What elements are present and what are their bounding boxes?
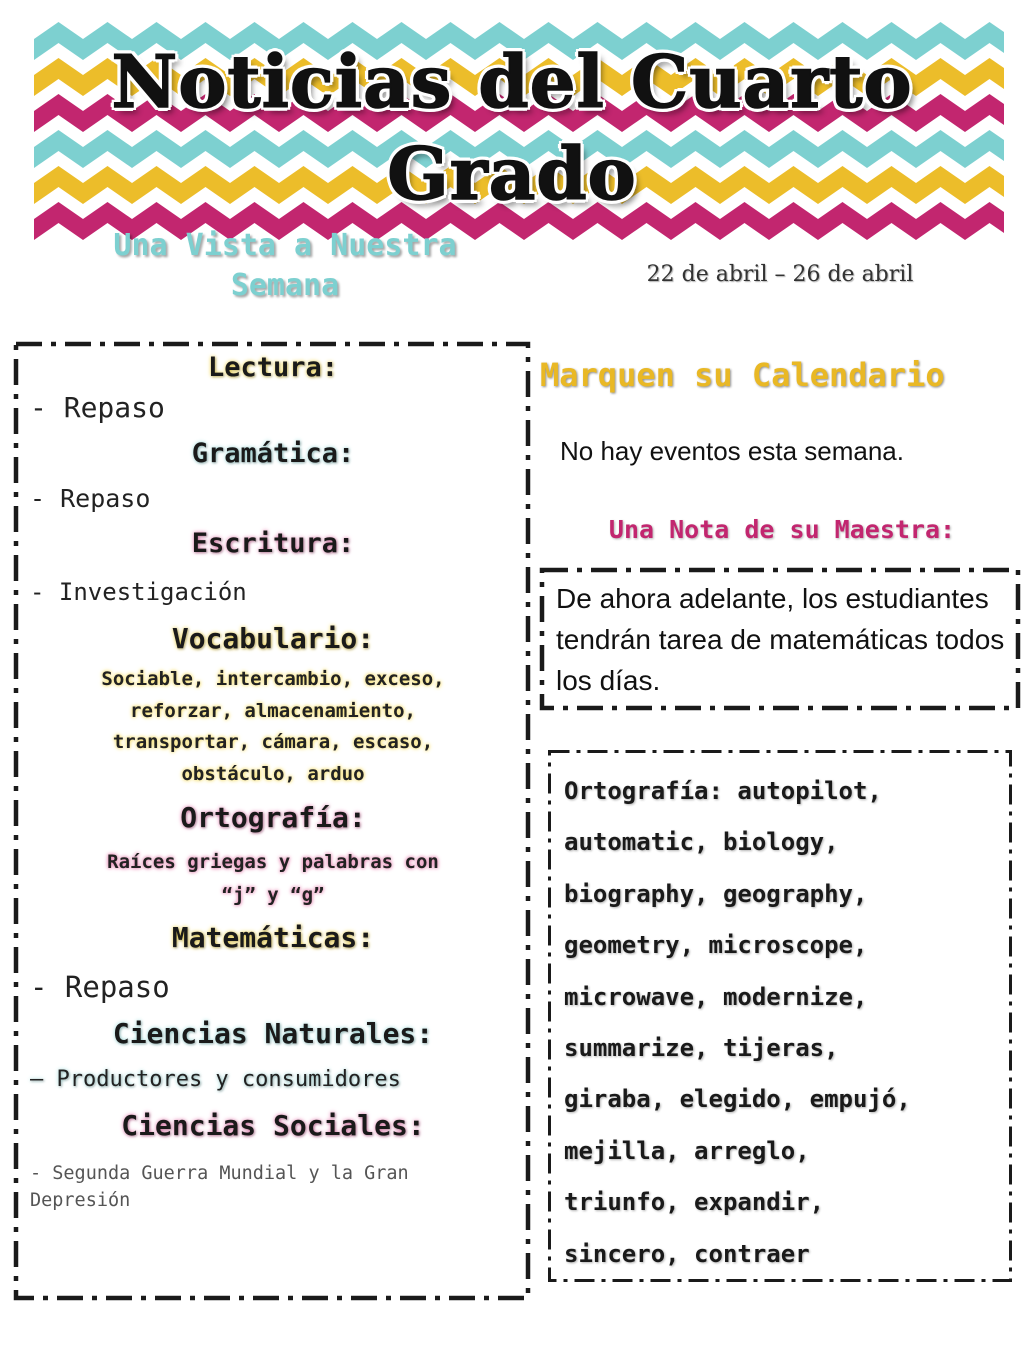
- page-title-line-2: Grado: [387, 131, 637, 216]
- page-title-line-1: Noticias del Cuarto: [111, 39, 913, 124]
- date-range: 22 de abril – 26 de abril: [646, 262, 914, 287]
- spelling-word-list: [564, 766, 1004, 1280]
- spelling-line: microwave, modernize,: [564, 982, 868, 1011]
- calendar-text: No hay eventos esta semana.: [560, 436, 904, 466]
- escritura-heading: Escritura:: [191, 528, 355, 559]
- vocabulario-heading: Vocabulario:: [171, 622, 375, 655]
- spelling-line: triunfo, expandir,: [564, 1188, 825, 1217]
- ortografia-heading: Ortografía:: [180, 801, 366, 834]
- ortografia-line-2: “j” y “g”: [221, 884, 325, 906]
- ciencias-sociales-heading: Ciencias Sociales:: [121, 1109, 425, 1142]
- spelling-line: sincero, contraer: [564, 1239, 810, 1268]
- page-subtitle: Una Vista a Nuestra Semana: [113, 228, 457, 303]
- vocabulario-line-3: transportar, cámara, escaso,: [112, 731, 434, 753]
- spelling-line: summarize, tijeras,: [564, 1034, 839, 1063]
- spelling-line: mejilla, arreglo,: [564, 1136, 810, 1165]
- calendar-heading: Marquen su Calendario: [540, 356, 945, 394]
- vocabulario-line-2: reforzar, almacenamiento,: [130, 699, 416, 722]
- ortografia-line-1: Raíces griegas y palabras con: [107, 851, 439, 873]
- ciencias-naturales-item: – Productores y consumidores: [30, 1067, 401, 1092]
- matematicas-heading: Matemáticas:: [171, 921, 375, 954]
- spelling-line: giraba, elegido, empujó,: [564, 1085, 911, 1114]
- vocabulario-line-4: obstáculo, arduo: [181, 762, 365, 785]
- ciencias-naturales-heading: Ciencias Naturales:: [112, 1017, 434, 1050]
- subjects-list: [30, 348, 516, 1214]
- escritura-item: - Investigación: [30, 578, 247, 606]
- spelling-line: geometry, microscope,: [564, 931, 868, 960]
- matematicas-item: - Repaso: [30, 970, 170, 1004]
- gramatica-heading: Gramática:: [191, 438, 355, 469]
- teacher-note-heading: Una Nota de su Maestra:: [608, 515, 956, 544]
- gramatica-item: - Repaso: [30, 484, 151, 513]
- teacher-note-text: De ahora adelante, los estudiantes tendrán tarea de matemáticas todos los días.: [556, 583, 1005, 696]
- ciencias-sociales-item-line-1: - Segunda Guerra Mundial y la Gran: [30, 1163, 409, 1184]
- spelling-line: Ortografía: autopilot,: [564, 777, 882, 805]
- spelling-line: biography, geography,: [564, 879, 868, 908]
- spelling-line: automatic, biology,: [564, 828, 839, 857]
- vocabulario-line-1: Sociable, intercambio, exceso,: [101, 668, 445, 690]
- lectura-heading: Lectura:: [207, 352, 339, 383]
- lectura-item: - Repaso: [30, 391, 165, 424]
- ciencias-sociales-item-line-2: Depresión: [30, 1190, 131, 1211]
